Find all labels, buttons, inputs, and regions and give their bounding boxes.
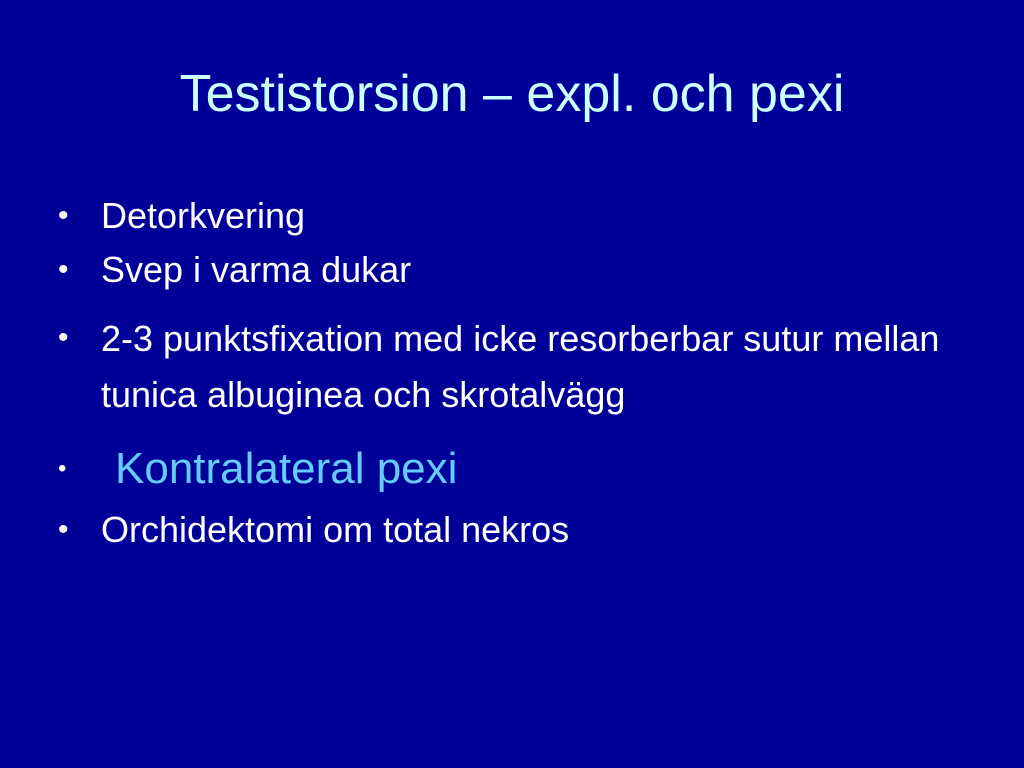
slide-title: Testistorsion – expl. och pexi [179,65,845,123]
bullet-text: Detorkvering [101,195,306,236]
bullet-text: Orchidektomi om total nekros [101,509,570,550]
bullet-dot-icon: • [58,253,69,286]
bullet-item-orchidektomi [58,503,958,557]
bullet-item-svep [58,243,958,297]
bullet-item-kontralateral-pexi [58,437,958,501]
bullet-item-punktsfixation [58,311,958,423]
bullet-dot-icon: • [58,199,69,232]
bullet-dot-icon: • [58,321,69,354]
bullet-text: Kontralateral pexi [115,444,458,493]
bullet-text: 2-3 punktsfixation med icke resorberbar sutur mellan tunica albuginea och skrotalvägg [101,318,940,415]
bullet-dot-icon: • [58,455,67,482]
bullet-list [58,189,958,571]
bullet-text: Svep i varma dukar [101,249,412,290]
bullet-item-detorkvering [58,189,958,243]
bullet-dot-icon: • [58,513,69,546]
